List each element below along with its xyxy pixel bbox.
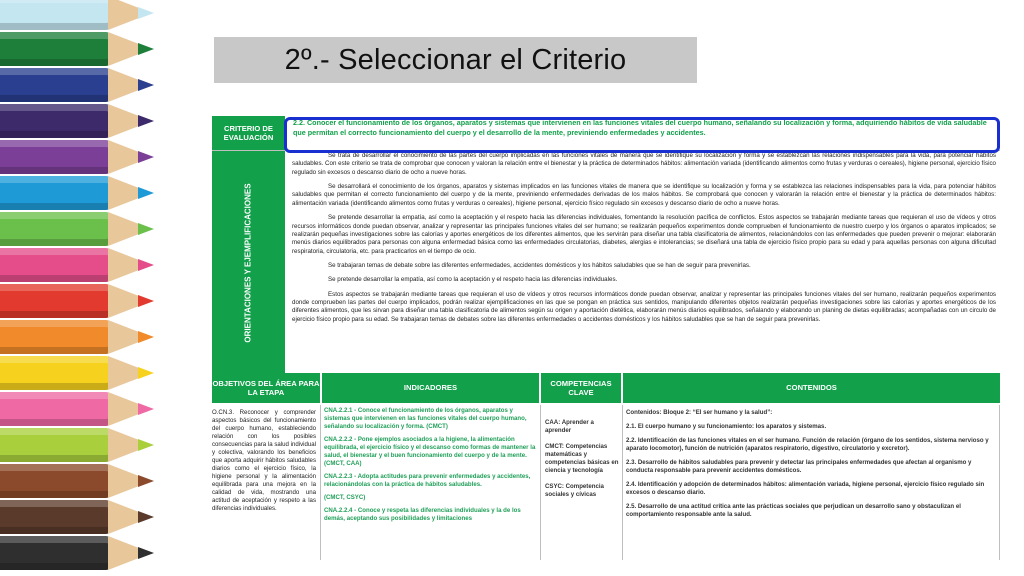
indicadores-cell: [324, 405, 538, 562]
contenido-item: 2.1. El cuerpo humano y su funcionamiento: los aparatos y sistemas.: [626, 423, 827, 431]
orientaciones-paragraph: Se trata de desarrollar el conocimiento de las partes del cuerpo implicadas en las funciones vitales de manera que se identifique su localización y forma y se establezcan las relaciones indispensables para la vida, para potenciar hábitos saludables. Con este criterio se trata de comprobar que conocen y valoran la relación entre el bienestar y la práctica de determinados hábitos: alimentación variada (identificando alimentos como frutas y verduras o cereales), higiene personal, ejercicio físico regulado sin excesos o descanso diario de ocho a nueve horas.: [292, 152, 996, 176]
contenidos-cell: [626, 405, 998, 564]
pencil: [0, 176, 155, 210]
header-indicadores: INDICADORES: [322, 373, 539, 403]
slide-title: 2º.- Seleccionar el Criterio: [214, 37, 697, 83]
colored-pencils-image: [0, 0, 200, 576]
header-competencias: COMPETENCIAS CLAVE: [541, 373, 621, 403]
criterio-label: CRITERIO DE EVALUACIÓN: [212, 116, 285, 150]
pencil: [0, 104, 155, 138]
criterio-highlight-box: [284, 117, 1000, 153]
competencia-item: CSYC: Competencia sociales y cívicas: [545, 483, 604, 499]
pencil: [0, 356, 155, 390]
indicador-item: CNA.2.2.4 - Conoce y respeta las diferencias individuales y la de los demás, aceptando sus posibilidades y limitaciones: [324, 507, 521, 523]
pencil: [0, 248, 155, 282]
orientaciones-label: [212, 151, 285, 375]
pencil: [0, 140, 155, 174]
divider: [540, 405, 541, 560]
divider: [999, 405, 1000, 560]
competencias-cell: [545, 405, 621, 574]
pencil: [0, 284, 155, 318]
orientaciones-label-text: ORIENTACIONES Y EJEMPLIFICACIONES: [243, 183, 253, 343]
pencil: [0, 320, 155, 354]
orientaciones-paragraph: Se desarrollará el conocimiento de los órganos, aparatos y sistemas implicados en las funciones vitales de manera que se identifique su localización y forma y se establezca las relaciones indispensables para la vida, para potenciar hábitos saludables que permitan el correcto funcionamiento del cuerpo y de la mente, previniendo enfermedades derivadas de los malos hábitos. Se comprobará que conocen y valorarán la relación entre el bienestar y la práctica de determinados hábitos: alimentación variada (identificando alimentos como frutas y verduras o cereales), higiene personal, ejercicio físico regulado sin excesos y descanso diario de ocho a nueve horas.: [292, 183, 996, 207]
contenido-item: 2.5. Desarrollo de una actitud crítica ante las prácticas sociales que perjudican un desarrollo sano y obstaculizan el comportamiento responsable ante la salud.: [626, 503, 961, 519]
pencil: [0, 536, 155, 570]
indicador-item: CNA.2.2.1 - Conoce el funcionamiento de los órganos, aparatos y sistemas que intervienen en las funciones vitales del cuerpo humano, señalando su localización y forma. (CMCT): [324, 407, 527, 431]
orientaciones-paragraph: Se trabajaran temas de debate sobre las diferentes enfermedades, accidentes domésticos y los hábitos saludables que se han de seguir para prevenirlas.: [328, 261, 751, 269]
divider: [320, 405, 321, 560]
pencil: [0, 500, 155, 534]
pencil: [0, 32, 155, 66]
document-panel: [212, 116, 1000, 560]
indicador-item: CNA.2.2.3 - Adopta actitudes para prevenir enfermedades y accidentes, relacionándolas con la práctica de hábitos saludables.: [324, 473, 531, 489]
competencia-item: CMCT: Competencias matemáticas y competencias básicas en ciencia y tecnología: [545, 443, 619, 475]
pencil: [0, 0, 155, 30]
pencil: [0, 68, 155, 102]
indicador-item: CNA.2.2.2 - Pone ejemplos asociados a la higiene, la alimentación equilibrada, el ejercicio físico y el descanso como formas de mantener la salud, el bienestar y el buen funcionamiento del cuerpo y de la mente. (CMCT, CAA): [324, 436, 536, 468]
header-contenidos: CONTENIDOS: [623, 373, 1000, 403]
indicador-item: (CMCT, CSYC): [324, 494, 366, 502]
header-objetivos: OBJETIVOS DEL ÁREA PARA LA ETAPA: [212, 373, 320, 403]
contenido-item: 2.3. Desarrollo de hábitos saludables para prevenir y detectar las principales enfermedades que afectan al organismo y conducta responsable para prevenir accidentes domésticos.: [626, 459, 972, 475]
contenido-item: Contenidos: Bloque 2: “El ser humano y la salud”:: [626, 409, 773, 416]
orientaciones-paragraph: Se pretende desarrollar la empatía, así como la aceptación y el respeto hacia las diferencias individuales.: [328, 276, 618, 284]
pencil: [0, 428, 155, 462]
pencil: [0, 464, 155, 498]
criterio-text: 2.2. Conocer el funcionamiento de los órganos, aparatos y sistemas que intervienen en las funciones vitales del cuerpo humano, señalando su localización y forma, adquiriendo hábitos de vida saludable que permitan el correcto funcionamiento del cuerpo y el desarrollo de la mente, previniendo enfermedades y accidentes.: [287, 116, 1000, 150]
competencia-item: CAA: Aprender a aprender: [545, 419, 594, 435]
orientaciones-paragraph: Estos aspectos se trabajarán mediante tareas que requieran el uso de vídeos y otros recursos informáticos donde puedan observar, analizar y representar las principales funciones vitales del ser humano, realizarán pequeños experimentos donde comprueben las partes del cuerpo implicados, podrán realizar ejemplificaciones en las que se pongan en práctica sus sentidos, manipulando diferentes objetos realizarán pequeñas investigaciones sobre las calorías y aportes energéticos de los diferentes alimentos, que les sirvan para diseñar una tabla clasificatoria de alimentos según su origen y aportación dietética, elaborarán menús diarios equilibrados, señalando y elaborando un planing de dietas equilibradas; acompañadas con un circulo de ejercicio físico propio para su edad. Se trabajaran temas de debates sobre las diferentes enfermedades o accidentes domésticos y los hábitos saludables que se han de seguir para prevenirlas.: [292, 290, 996, 323]
orientaciones-text: [292, 152, 996, 376]
contenido-item: 2.4. Identificación y adopción de determinados hábitos: alimentación variada, higiene personal, ejercicio físico regulado sin excesos o descanso diario.: [626, 481, 985, 497]
objetivos-cell: O.CN.3. Reconocer y comprender aspectos básicos del funcionamiento del cuerpo humano, estableciendo relación con los posibles consecuencias para la salud individual y colectiva, valorando los beneficios que aporta adquirir hábitos saludables diarios como el ejercicio físico, la higiene personal y la alimentación equilibrada para una mejora en la calidad de vida, mostrando una actitud de aceptación y respeto a las diferencias individuales.: [212, 409, 316, 513]
divider: [622, 405, 623, 560]
pencil: [0, 212, 155, 246]
orientaciones-paragraph: Se pretende desarrollar la empatía, así como la aceptación y el respeto hacia las diferencias individuales, fomentando la resolución pacífica de conflictos. Estos aspectos se trabajarán mediante tareas que requieran el uso de vídeos y otros recursos informáticos donde puedan observar, analizar y representar las principales funciones vitales del ser humano; se realizarán pequeños experimentos donde comprueben el funcionamiento de nuestro cuerpo y los órganos o aparatos implicados; se realizarán pequeñas investigaciones sobre las calorías y aportes energéticos de los diferentes alimentos, que les servirán para diseñar una tabla clasificatoria de alimentos, relacionándolos con las enfermedades que pueden prevenir o mejorar: elaborarán menús diarios equilibrados para personas con alguna enfermedad básica como las enfermedades circulatorias, diabetes, alergias e intolerancias; se diseñará una tabla de ejercicio físico propio para su edad y para aquellas personas con alguna dificultad respiratoria, circulatoria, etc. para practicarlos en el tiempo de ocio.: [292, 214, 996, 255]
pencil: [0, 392, 155, 426]
contenido-item: 2.2. Identificación de las funciones vitales en el ser humano. Función de relación (órgano de los sentidos, sistema nervioso y aparato locomotor), función de nutrición (aparatos respiratorio, digestivo, circulatorio y excretor).: [626, 437, 989, 453]
